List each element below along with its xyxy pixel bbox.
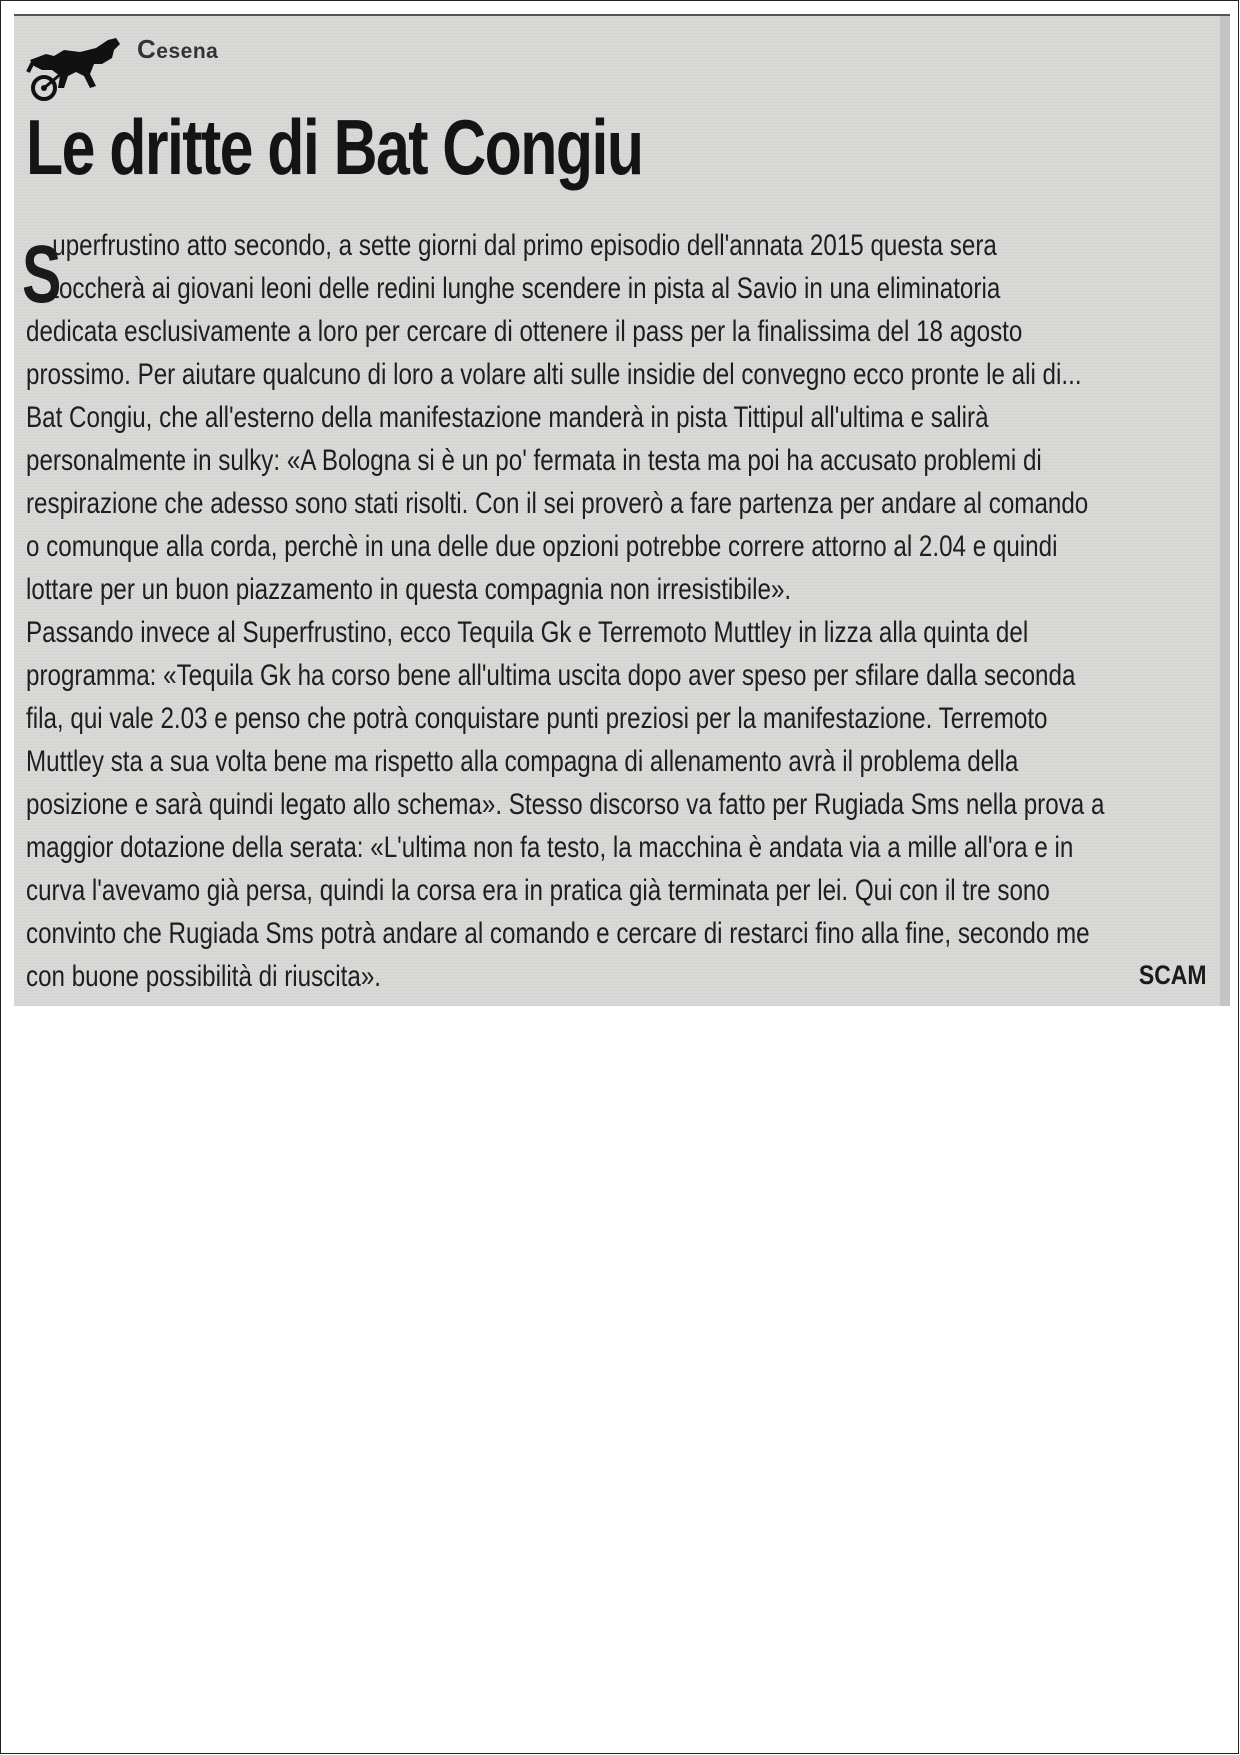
newspaper-clipping — [14, 14, 1230, 1006]
article-line: curva l'avevamo già persa, quindi la corsa era in pratica già terminata per lei. Qui con il tre sono — [26, 874, 1050, 907]
section-label: Cesena — [137, 34, 219, 64]
article-line: Muttley sta a sua volta bene ma rispetto alla compagna di allenamento avrà il problema della — [26, 745, 1019, 778]
article-line: uperfrustino atto secondo, a sette giorni dal primo episodio dell'annata 2015 questa sera — [52, 229, 997, 262]
author-signature: SCAM — [1138, 960, 1206, 990]
article-line: respirazione che adesso sono stati risolti. Con il sei proverò a fare partenza per andare al comando — [26, 487, 1089, 520]
harness-racing-sulky-icon — [24, 30, 134, 102]
article-line: maggior dotazione della serata: «L'ultima non fa testo, la macchina è andata via a mille all'ora e in — [26, 831, 1074, 864]
article-line: prossimo. Per aiutare qualcuno di loro a volare alti sulle insidie del convegno ecco pronte le ali di... — [26, 358, 1082, 391]
article-line: posizione e sarà quindi legato allo schema». Stesso discorso va fatto per Rugiada Sms nella prova a — [26, 788, 1105, 821]
article-line: personalmente in sulky: «A Bologna si è un po' fermata in testa ma poi ha accusato problemi di — [26, 444, 1042, 477]
drop-cap: S — [22, 229, 62, 320]
article-line: toccherà ai giovani leoni delle redini lunghe scendere in pista al Savio in una eliminatoria — [52, 272, 1001, 305]
article-body — [26, 224, 1226, 998]
article-line: programma: «Tequila Gk ha corso bene all'ultima uscita dopo aver speso per sfilare dalla seconda — [26, 659, 1076, 692]
article-line: o comunque alla corda, perchè in una delle due opzioni potrebbe correre attorno al 2.04 e quindi — [26, 530, 1058, 563]
article-line: convinto che Rugiada Sms potrà andare al comando e cercare di restarci fino alla fine, secondo me — [26, 917, 1090, 950]
article-line: lottare per un buon piazzamento in questa compagnia non irresistibile». — [26, 573, 792, 606]
article-line: con buone possibilità di riuscita». — [26, 960, 381, 993]
article-line: Passando invece al Superfrustino, ecco Tequila Gk e Terremoto Muttley in lizza alla quinta del — [26, 616, 1029, 649]
article-line: Bat Congiu, che all'esterno della manifestazione manderà in pista Tittipul all'ultima e salirà — [26, 401, 989, 434]
article-line: fila, qui vale 2.03 e penso che potrà conquistare punti preziosi per la manifestazione. Terremoto — [26, 702, 1048, 735]
headline: Le dritte di Bat Congiu — [26, 103, 643, 191]
section-kicker — [24, 22, 254, 102]
article-line: dedicata esclusivamente a loro per cercare di ottenere il pass per la finalissima del 18 agosto — [26, 315, 1023, 348]
